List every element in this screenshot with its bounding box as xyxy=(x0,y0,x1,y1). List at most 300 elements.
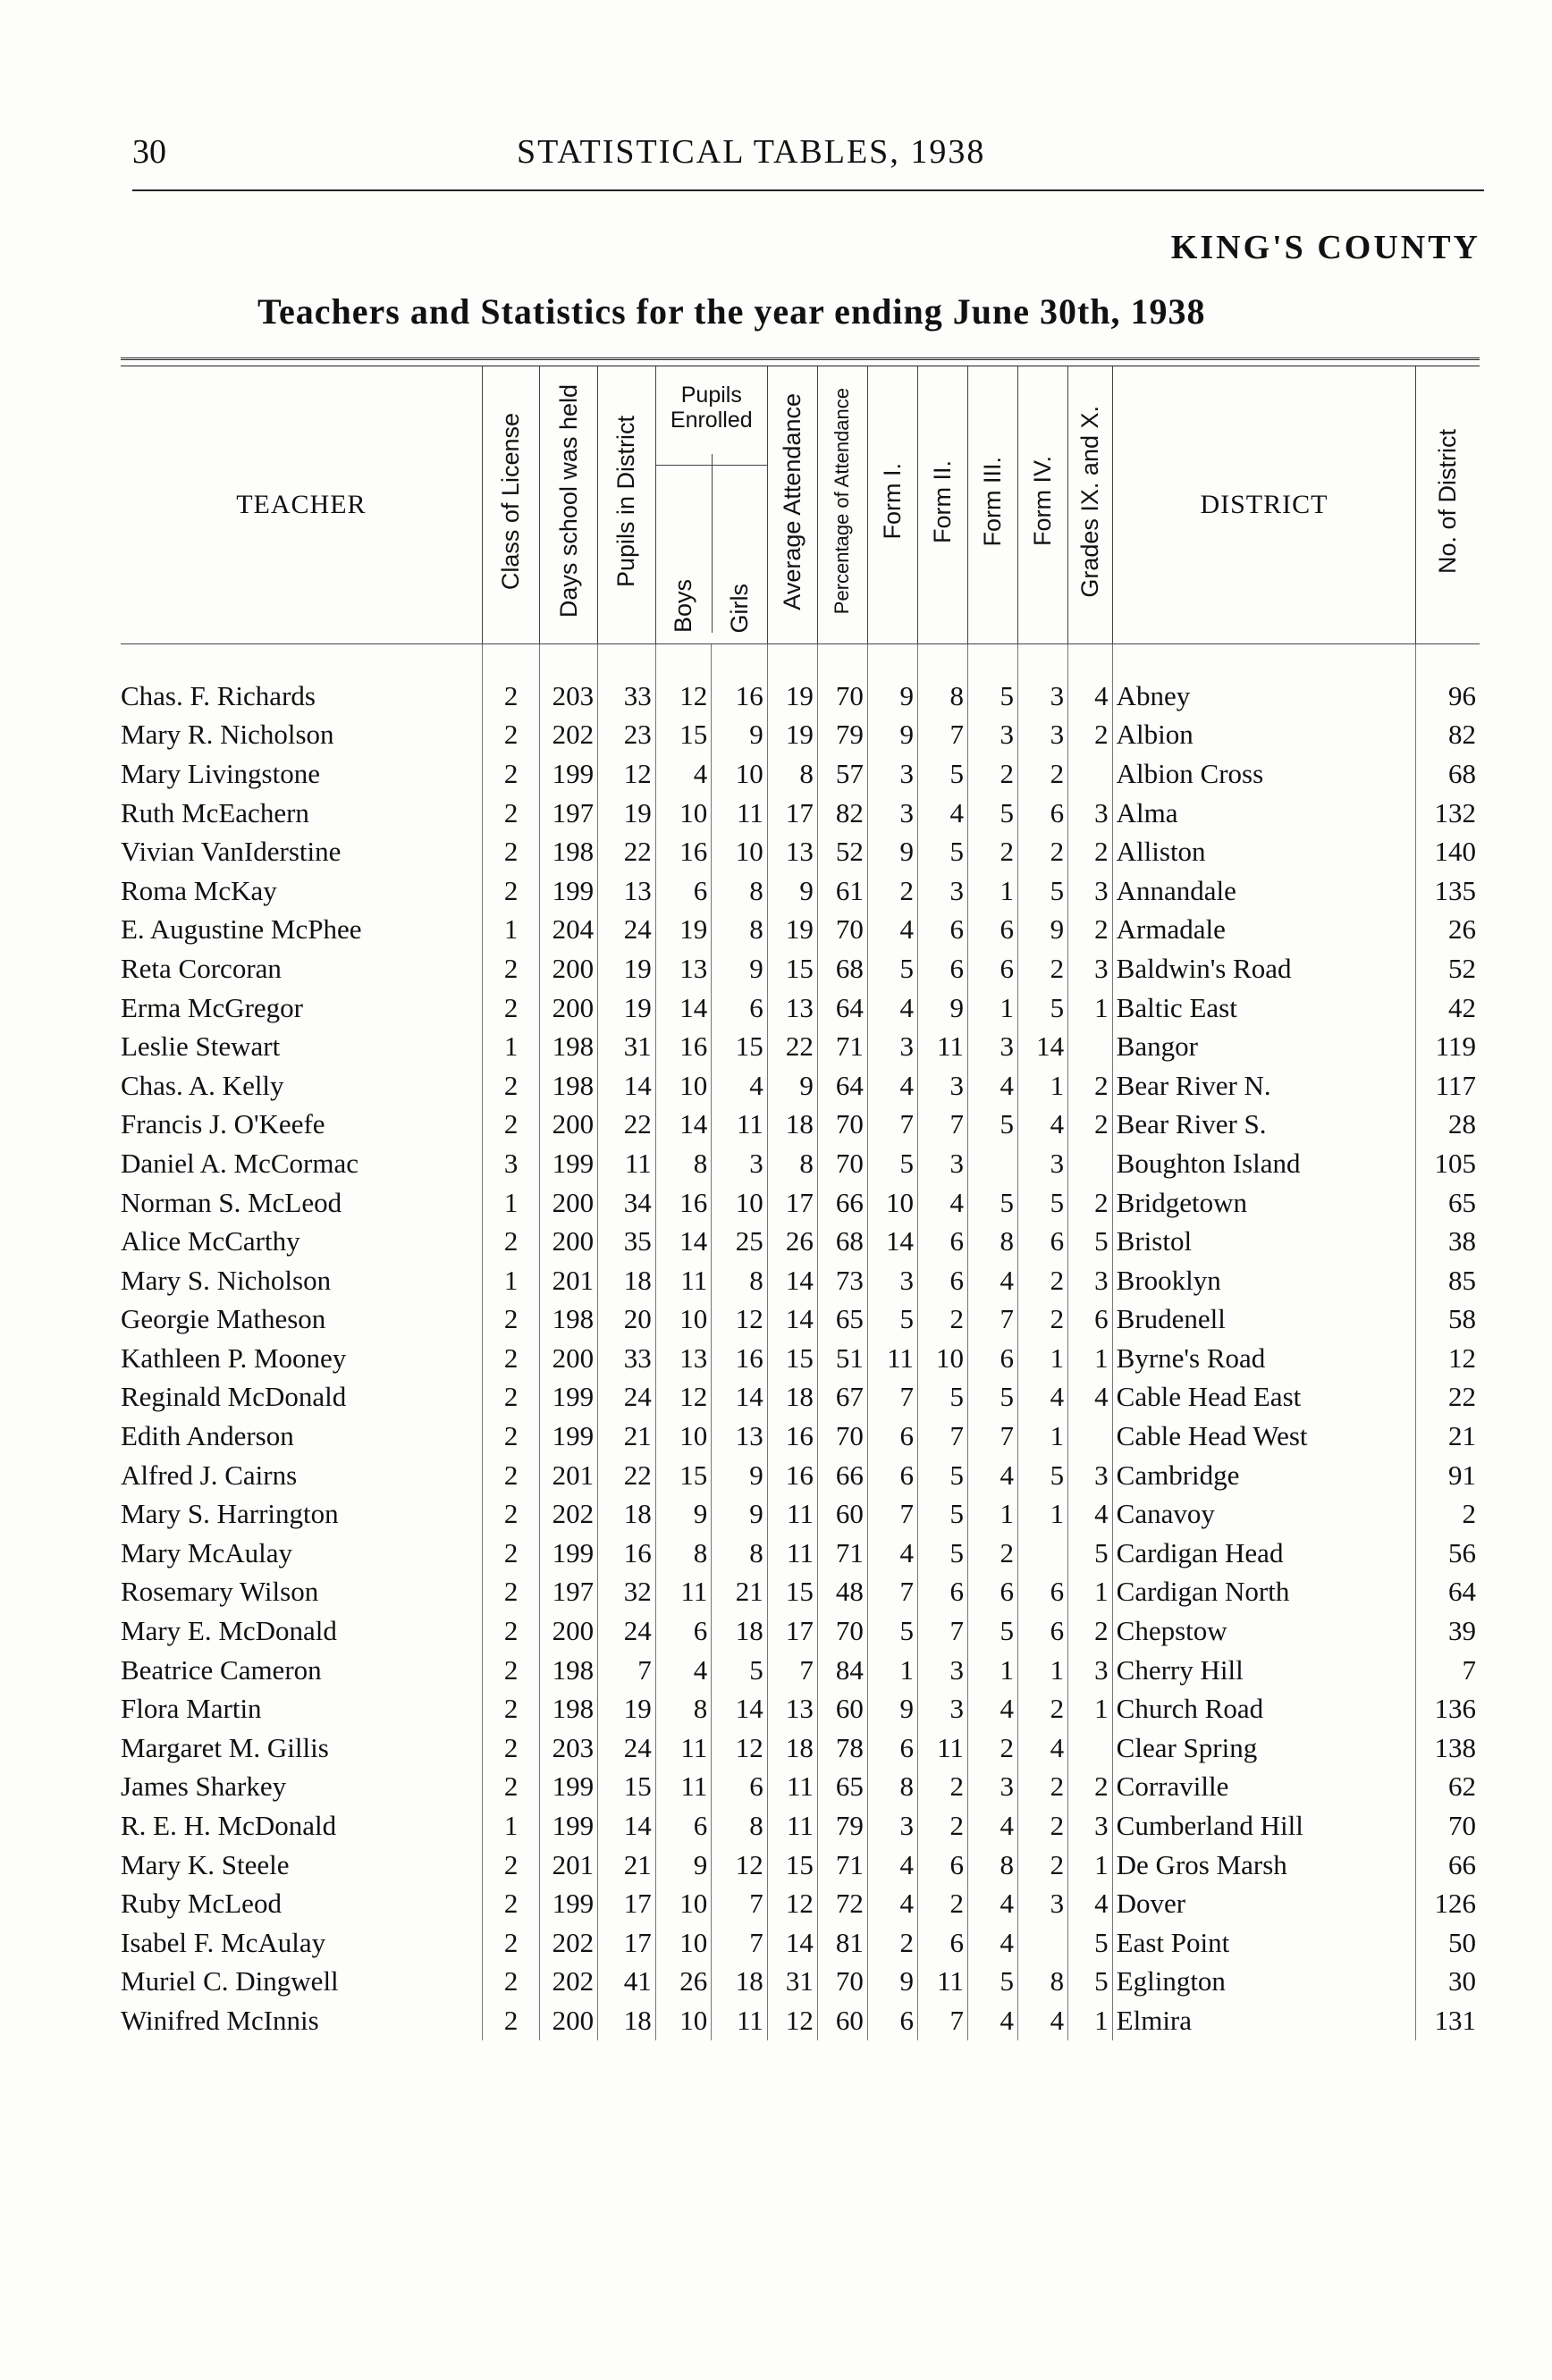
cell-form-3: 2 xyxy=(967,832,1017,871)
cell-form-4: 3 xyxy=(1018,716,1068,755)
cell-form-1: 2 xyxy=(867,1923,917,1963)
cell-average-attendance: 15 xyxy=(767,1573,817,1612)
cell-grades-ix-x: 3 xyxy=(1068,871,1113,911)
col-days-held: Days school was held xyxy=(540,366,598,644)
cell-grades-ix-x: 3 xyxy=(1068,1806,1113,1846)
cell-average-attendance: 11 xyxy=(767,1534,817,1573)
table-row xyxy=(121,1651,1480,1690)
cell-class-of-license: 2 xyxy=(482,1846,540,1885)
cell-form-4: 6 xyxy=(1018,794,1068,833)
cell-grades-ix-x: 2 xyxy=(1068,1768,1113,1807)
table-row xyxy=(121,1066,1480,1106)
cell-district-number: 42 xyxy=(1416,988,1480,1028)
cell-district-number: 105 xyxy=(1416,1144,1480,1183)
cell-form-1: 4 xyxy=(867,1846,917,1885)
cell-days-held: 199 xyxy=(540,1417,598,1456)
table-row xyxy=(121,1923,1480,1963)
table-row xyxy=(121,1261,1480,1300)
cell-boys: 10 xyxy=(655,794,712,833)
cell-class-of-license: 2 xyxy=(482,794,540,833)
cell-district-number: 91 xyxy=(1416,1456,1480,1495)
cell-class-of-license: 1 xyxy=(482,911,540,950)
cell-form-2: 4 xyxy=(917,794,967,833)
cell-boys: 12 xyxy=(655,1378,712,1417)
table-row xyxy=(121,1456,1480,1495)
cell-days-held: 199 xyxy=(540,1534,598,1573)
cell-days-held: 198 xyxy=(540,1651,598,1690)
cell-district-number: 62 xyxy=(1416,1768,1480,1807)
cell-district-number: 39 xyxy=(1416,1611,1480,1651)
cell-percentage-attendance: 79 xyxy=(817,716,867,755)
cell-average-attendance: 17 xyxy=(767,1183,817,1223)
cell-form-4: 2 xyxy=(1018,1806,1068,1846)
cell-average-attendance: 19 xyxy=(767,716,817,755)
cell-days-held: 200 xyxy=(540,1222,598,1261)
cell-pupils-in-district: 14 xyxy=(598,1066,656,1106)
cell-boys: 13 xyxy=(655,949,712,988)
cell-boys: 10 xyxy=(655,1066,712,1106)
cell-class-of-license: 2 xyxy=(482,1689,540,1728)
cell-district-name: Baldwin's Road xyxy=(1112,949,1416,988)
cell-class-of-license: 2 xyxy=(482,1573,540,1612)
cell-form-2: 11 xyxy=(917,1963,967,2002)
cell-district-name: Cherry Hill xyxy=(1112,1651,1416,1690)
cell-form-3: 4 xyxy=(967,2001,1017,2040)
cell-form-2: 5 xyxy=(917,1378,967,1417)
cell-percentage-attendance: 65 xyxy=(817,1300,867,1340)
cell-days-held: 198 xyxy=(540,832,598,871)
cell-girls: 11 xyxy=(712,2001,768,2040)
cell-pupils-in-district: 24 xyxy=(598,911,656,950)
cell-average-attendance: 15 xyxy=(767,1846,817,1885)
cell-form-1: 6 xyxy=(867,2001,917,2040)
cell-pupils-in-district: 15 xyxy=(598,1768,656,1807)
cell-girls: 18 xyxy=(712,1611,768,1651)
cell-grades-ix-x: 5 xyxy=(1068,1222,1113,1261)
cell-class-of-license: 2 xyxy=(482,1417,540,1456)
cell-form-4: 6 xyxy=(1018,1573,1068,1612)
cell-pupils-in-district: 18 xyxy=(598,2001,656,2040)
cell-days-held: 198 xyxy=(540,1689,598,1728)
cell-form-4: 3 xyxy=(1018,677,1068,716)
cell-pupils-in-district: 24 xyxy=(598,1378,656,1417)
cell-form-4: 2 xyxy=(1018,1261,1068,1300)
cell-form-1: 5 xyxy=(867,949,917,988)
cell-class-of-license: 1 xyxy=(482,1806,540,1846)
cell-district-name: Bristol xyxy=(1112,1222,1416,1261)
cell-form-4: 2 xyxy=(1018,949,1068,988)
cell-teacher-name: Mary Livingstone xyxy=(121,757,320,789)
cell-district-name: Chepstow xyxy=(1112,1611,1416,1651)
cell-form-1: 7 xyxy=(867,1573,917,1612)
cell-district-name: Bangor xyxy=(1112,1027,1416,1066)
cell-form-1: 9 xyxy=(867,1963,917,2002)
cell-pupils-in-district: 11 xyxy=(598,1144,656,1183)
cell-grades-ix-x: 3 xyxy=(1068,1456,1113,1495)
table-row xyxy=(121,1300,1480,1340)
cell-class-of-license: 2 xyxy=(482,988,540,1028)
cell-form-2: 7 xyxy=(917,1611,967,1651)
cell-boys: 11 xyxy=(655,1573,712,1612)
table-row xyxy=(121,871,1480,911)
cell-girls: 8 xyxy=(712,1534,768,1573)
cell-girls: 5 xyxy=(712,1651,768,1690)
cell-form-2: 3 xyxy=(917,1689,967,1728)
cell-boys: 14 xyxy=(655,1222,712,1261)
cell-boys: 13 xyxy=(655,1339,712,1378)
cell-form-3: 6 xyxy=(967,949,1017,988)
cell-percentage-attendance: 71 xyxy=(817,1534,867,1573)
cell-form-1: 7 xyxy=(867,1494,917,1534)
cell-average-attendance: 11 xyxy=(767,1494,817,1534)
col-class-of-license: Class of License xyxy=(482,366,540,644)
cell-percentage-attendance: 72 xyxy=(817,1884,867,1923)
cell-form-3: 2 xyxy=(967,1728,1017,1768)
cell-days-held: 201 xyxy=(540,1261,598,1300)
cell-form-3: 8 xyxy=(967,1222,1017,1261)
cell-girls: 8 xyxy=(712,1806,768,1846)
col-form-1: Form I. xyxy=(867,366,917,644)
table-row xyxy=(121,1222,1480,1261)
cell-average-attendance: 7 xyxy=(767,1651,817,1690)
cell-percentage-attendance: 66 xyxy=(817,1456,867,1495)
table-row xyxy=(121,832,1480,871)
cell-girls: 11 xyxy=(712,794,768,833)
cell-average-attendance: 19 xyxy=(767,911,817,950)
cell-girls: 14 xyxy=(712,1689,768,1728)
cell-district-name: Bear River S. xyxy=(1112,1106,1416,1145)
cell-teacher-name: Ruth McEachern xyxy=(121,796,309,828)
cell-teacher-name: Alice McCarthy xyxy=(121,1225,300,1257)
cell-days-held: 199 xyxy=(540,1378,598,1417)
cell-form-3: 1 xyxy=(967,1494,1017,1534)
cell-form-1: 1 xyxy=(867,1651,917,1690)
county-title: KING'S COUNTY xyxy=(1170,229,1480,266)
cell-days-held: 200 xyxy=(540,1106,598,1145)
cell-class-of-license: 2 xyxy=(482,1884,540,1923)
cell-district-name: Church Road xyxy=(1112,1689,1416,1728)
table-row xyxy=(121,754,1480,794)
header-row xyxy=(121,366,1480,644)
cell-days-held: 200 xyxy=(540,1339,598,1378)
col-district-no: No. of District xyxy=(1416,366,1480,644)
cell-pupils-in-district: 18 xyxy=(598,1261,656,1300)
cell-form-2: 7 xyxy=(917,1106,967,1145)
cell-percentage-attendance: 82 xyxy=(817,794,867,833)
cell-boys: 14 xyxy=(655,1106,712,1145)
cell-percentage-attendance: 71 xyxy=(817,1846,867,1885)
cell-percentage-attendance: 70 xyxy=(817,1611,867,1651)
cell-pupils-in-district: 19 xyxy=(598,794,656,833)
cell-form-1: 4 xyxy=(867,1884,917,1923)
cell-teacher-name: Reginald McDonald xyxy=(121,1381,347,1413)
cell-pupils-in-district: 24 xyxy=(598,1611,656,1651)
cell-teacher-name: Francis J. O'Keefe xyxy=(121,1108,325,1140)
cell-district-name: Alma xyxy=(1112,794,1416,833)
cell-days-held: 198 xyxy=(540,1066,598,1106)
cell-grades-ix-x: 3 xyxy=(1068,949,1113,988)
cell-days-held: 204 xyxy=(540,911,598,950)
cell-teacher-name: Isabel F. McAulay xyxy=(121,1926,326,1958)
cell-district-number: 136 xyxy=(1416,1689,1480,1728)
cell-form-4: 1 xyxy=(1018,1417,1068,1456)
cell-class-of-license: 2 xyxy=(482,1456,540,1495)
cell-grades-ix-x: 5 xyxy=(1068,1923,1113,1963)
cell-percentage-attendance: 78 xyxy=(817,1728,867,1768)
cell-district-name: Clear Spring xyxy=(1112,1728,1416,1768)
cell-district-name: Canavoy xyxy=(1112,1494,1416,1534)
cell-form-1: 7 xyxy=(867,1378,917,1417)
cell-average-attendance: 18 xyxy=(767,1378,817,1417)
cell-girls: 9 xyxy=(712,716,768,755)
cell-average-attendance: 31 xyxy=(767,1963,817,2002)
cell-form-2: 6 xyxy=(917,1573,967,1612)
cell-form-4: 2 xyxy=(1018,1689,1068,1728)
cell-teacher-name: Alfred J. Cairns xyxy=(121,1459,298,1491)
cell-district-number: 52 xyxy=(1416,949,1480,988)
cell-days-held: 202 xyxy=(540,716,598,755)
cell-average-attendance: 12 xyxy=(767,2001,817,2040)
cell-girls: 8 xyxy=(712,871,768,911)
running-title: STATISTICAL TABLES, 1938 xyxy=(517,133,986,171)
cell-form-4: 5 xyxy=(1018,1456,1068,1495)
table-top-rule xyxy=(121,357,1480,366)
cell-percentage-attendance: 81 xyxy=(817,1923,867,1963)
cell-form-1: 10 xyxy=(867,1183,917,1223)
cell-form-4: 4 xyxy=(1018,1728,1068,1768)
cell-form-1: 3 xyxy=(867,1806,917,1846)
cell-girls: 9 xyxy=(712,1494,768,1534)
cell-district-number: 7 xyxy=(1416,1651,1480,1690)
cell-average-attendance: 18 xyxy=(767,1106,817,1145)
cell-percentage-attendance: 52 xyxy=(817,832,867,871)
cell-class-of-license: 2 xyxy=(482,1339,540,1378)
cell-district-name: Boughton Island xyxy=(1112,1144,1416,1183)
cell-days-held: 200 xyxy=(540,2001,598,2040)
cell-form-1: 9 xyxy=(867,716,917,755)
pupils-enrolled-label: Pupils Enrolled xyxy=(670,383,753,433)
cell-percentage-attendance: 60 xyxy=(817,1689,867,1728)
table-row xyxy=(121,1728,1480,1768)
cell-pupils-in-district: 24 xyxy=(598,1728,656,1768)
cell-district-number: 30 xyxy=(1416,1963,1480,2002)
cell-grades-ix-x: 2 xyxy=(1068,716,1113,755)
cell-class-of-license: 2 xyxy=(482,949,540,988)
cell-form-3: 2 xyxy=(967,754,1017,794)
cell-boys: 8 xyxy=(655,1144,712,1183)
cell-grades-ix-x: 2 xyxy=(1068,1106,1113,1145)
cell-form-2: 6 xyxy=(917,1222,967,1261)
table-row xyxy=(121,1768,1480,1807)
cell-percentage-attendance: 66 xyxy=(817,1183,867,1223)
table-row xyxy=(121,1378,1480,1417)
cell-district-name: Bear River N. xyxy=(1112,1066,1416,1106)
cell-class-of-license: 1 xyxy=(482,1183,540,1223)
col-grades-ix-x: Grades IX. and X. xyxy=(1068,366,1113,644)
cell-form-2: 2 xyxy=(917,1768,967,1807)
cell-days-held: 199 xyxy=(540,1884,598,1923)
cell-district-name: Eglington xyxy=(1112,1963,1416,2002)
cell-average-attendance: 12 xyxy=(767,1884,817,1923)
cell-teacher-name: Reta Corcoran xyxy=(121,952,282,984)
table-row xyxy=(121,1806,1480,1846)
cell-form-2: 2 xyxy=(917,1884,967,1923)
cell-grades-ix-x: 1 xyxy=(1068,1689,1113,1728)
cell-form-4: 1 xyxy=(1018,1494,1068,1534)
cell-boys: 4 xyxy=(655,1651,712,1690)
cell-grades-ix-x: 4 xyxy=(1068,1378,1113,1417)
cell-teacher-name: Kathleen P. Mooney xyxy=(121,1341,347,1374)
cell-boys: 19 xyxy=(655,911,712,950)
cell-teacher-name: Flora Martin xyxy=(121,1693,262,1725)
cell-days-held: 201 xyxy=(540,1456,598,1495)
cell-pupils-in-district: 33 xyxy=(598,677,656,716)
cell-district-number: 2 xyxy=(1416,1494,1480,1534)
cell-form-2: 3 xyxy=(917,1651,967,1690)
cell-form-4: 4 xyxy=(1018,2001,1068,2040)
cell-percentage-attendance: 48 xyxy=(817,1573,867,1612)
cell-grades-ix-x: 2 xyxy=(1068,1183,1113,1223)
cell-form-2: 5 xyxy=(917,1494,967,1534)
cell-form-1: 3 xyxy=(867,1261,917,1300)
cell-form-4: 2 xyxy=(1018,1768,1068,1807)
cell-form-2: 5 xyxy=(917,1534,967,1573)
cell-pupils-in-district: 18 xyxy=(598,1494,656,1534)
col-form-2: Form II. xyxy=(917,366,967,644)
cell-percentage-attendance: 70 xyxy=(817,911,867,950)
cell-teacher-name: Mary McAulay xyxy=(121,1536,292,1568)
cell-district-name: Cardigan North xyxy=(1112,1573,1416,1612)
cell-teacher-name: Mary R. Nicholson xyxy=(121,719,334,751)
cell-district-number: 22 xyxy=(1416,1378,1480,1417)
cell-grades-ix-x: 3 xyxy=(1068,794,1113,833)
cell-boys: 15 xyxy=(655,1456,712,1495)
cell-pupils-in-district: 32 xyxy=(598,1573,656,1612)
cell-days-held: 203 xyxy=(540,1728,598,1768)
table-row xyxy=(121,911,1480,950)
table-row xyxy=(121,1417,1480,1456)
cell-days-held: 199 xyxy=(540,1144,598,1183)
cell-form-1: 9 xyxy=(867,677,917,716)
cell-grades-ix-x: 3 xyxy=(1068,1261,1113,1300)
cell-pupils-in-district: 21 xyxy=(598,1417,656,1456)
cell-pupils-in-district: 34 xyxy=(598,1183,656,1223)
col-percentage-attendance: Percentage of Attendance xyxy=(817,366,867,644)
cell-class-of-license: 2 xyxy=(482,1923,540,1963)
cell-form-1: 8 xyxy=(867,1768,917,1807)
cell-district-name: Baltic East xyxy=(1112,988,1416,1028)
cell-district-number: 65 xyxy=(1416,1183,1480,1223)
cell-teacher-name: Leslie Stewart xyxy=(121,1030,281,1063)
cell-form-2: 6 xyxy=(917,949,967,988)
cell-form-1: 6 xyxy=(867,1456,917,1495)
cell-district-number: 85 xyxy=(1416,1261,1480,1300)
cell-form-4: 3 xyxy=(1018,1884,1068,1923)
cell-form-3: 5 xyxy=(967,1963,1017,2002)
cell-district-name: Brooklyn xyxy=(1112,1261,1416,1300)
cell-pupils-in-district: 17 xyxy=(598,1923,656,1963)
cell-teacher-name: James Sharkey xyxy=(121,1770,287,1803)
cell-days-held: 200 xyxy=(540,949,598,988)
cell-district-name: Albion xyxy=(1112,716,1416,755)
cell-girls: 25 xyxy=(712,1222,768,1261)
cell-class-of-license: 2 xyxy=(482,2001,540,2040)
cell-grades-ix-x xyxy=(1068,754,1113,794)
cell-grades-ix-x: 1 xyxy=(1068,988,1113,1028)
cell-form-2: 6 xyxy=(917,1923,967,1963)
page-number: 30 xyxy=(132,133,166,171)
cell-class-of-license: 2 xyxy=(482,1378,540,1417)
cell-district-number: 82 xyxy=(1416,716,1480,755)
cell-girls: 6 xyxy=(712,988,768,1028)
cell-average-attendance: 8 xyxy=(767,754,817,794)
cell-boys: 16 xyxy=(655,1027,712,1066)
col-form-3: Form III. xyxy=(967,366,1017,644)
cell-district-number: 58 xyxy=(1416,1300,1480,1340)
cell-district-number: 64 xyxy=(1416,1573,1480,1612)
cell-grades-ix-x: 4 xyxy=(1068,677,1113,716)
cell-district-number: 126 xyxy=(1416,1884,1480,1923)
table-row xyxy=(121,2001,1480,2040)
cell-district-name: Corraville xyxy=(1112,1768,1416,1807)
cell-form-4: 9 xyxy=(1018,911,1068,950)
cell-average-attendance: 14 xyxy=(767,1923,817,1963)
cell-pupils-in-district: 35 xyxy=(598,1222,656,1261)
cell-class-of-license: 2 xyxy=(482,1534,540,1573)
cell-grades-ix-x: 6 xyxy=(1068,1300,1113,1340)
cell-district-number: 66 xyxy=(1416,1846,1480,1885)
cell-form-4: 2 xyxy=(1018,832,1068,871)
cell-girls: 13 xyxy=(712,1417,768,1456)
cell-percentage-attendance: 51 xyxy=(817,1339,867,1378)
cell-pupils-in-district: 22 xyxy=(598,1456,656,1495)
cell-form-2: 3 xyxy=(917,871,967,911)
cell-girls: 9 xyxy=(712,949,768,988)
cell-form-2: 7 xyxy=(917,1417,967,1456)
cell-pupils-in-district: 21 xyxy=(598,1846,656,1885)
cell-average-attendance: 16 xyxy=(767,1456,817,1495)
col-district: DISTRICT xyxy=(1112,366,1416,644)
cell-grades-ix-x: 4 xyxy=(1068,1884,1113,1923)
cell-form-1: 3 xyxy=(867,794,917,833)
cell-average-attendance: 13 xyxy=(767,1689,817,1728)
cell-form-3: 6 xyxy=(967,1339,1017,1378)
cell-form-2: 6 xyxy=(917,911,967,950)
table-subtitle: Teachers and Statistics for the year ending June 30th, 1938 xyxy=(257,291,1206,332)
cell-average-attendance: 17 xyxy=(767,794,817,833)
cell-district-number: 12 xyxy=(1416,1339,1480,1378)
table-row xyxy=(121,1611,1480,1651)
cell-days-held: 200 xyxy=(540,1611,598,1651)
cell-girls: 10 xyxy=(712,832,768,871)
cell-district-name: East Point xyxy=(1112,1923,1416,1963)
cell-girls: 21 xyxy=(712,1573,768,1612)
cell-pupils-in-district: 19 xyxy=(598,988,656,1028)
cell-days-held: 202 xyxy=(540,1963,598,2002)
cell-district-name: Abney xyxy=(1112,677,1416,716)
cell-form-1: 6 xyxy=(867,1417,917,1456)
cell-form-1: 9 xyxy=(867,832,917,871)
cell-percentage-attendance: 79 xyxy=(817,1806,867,1846)
table-row xyxy=(121,1027,1480,1066)
cell-form-2: 5 xyxy=(917,754,967,794)
cell-form-1: 4 xyxy=(867,1534,917,1573)
cell-boys: 10 xyxy=(655,1884,712,1923)
table-row xyxy=(121,1534,1480,1573)
cell-grades-ix-x: 1 xyxy=(1068,1573,1113,1612)
table-row xyxy=(121,1573,1480,1612)
cell-form-2: 8 xyxy=(917,677,967,716)
